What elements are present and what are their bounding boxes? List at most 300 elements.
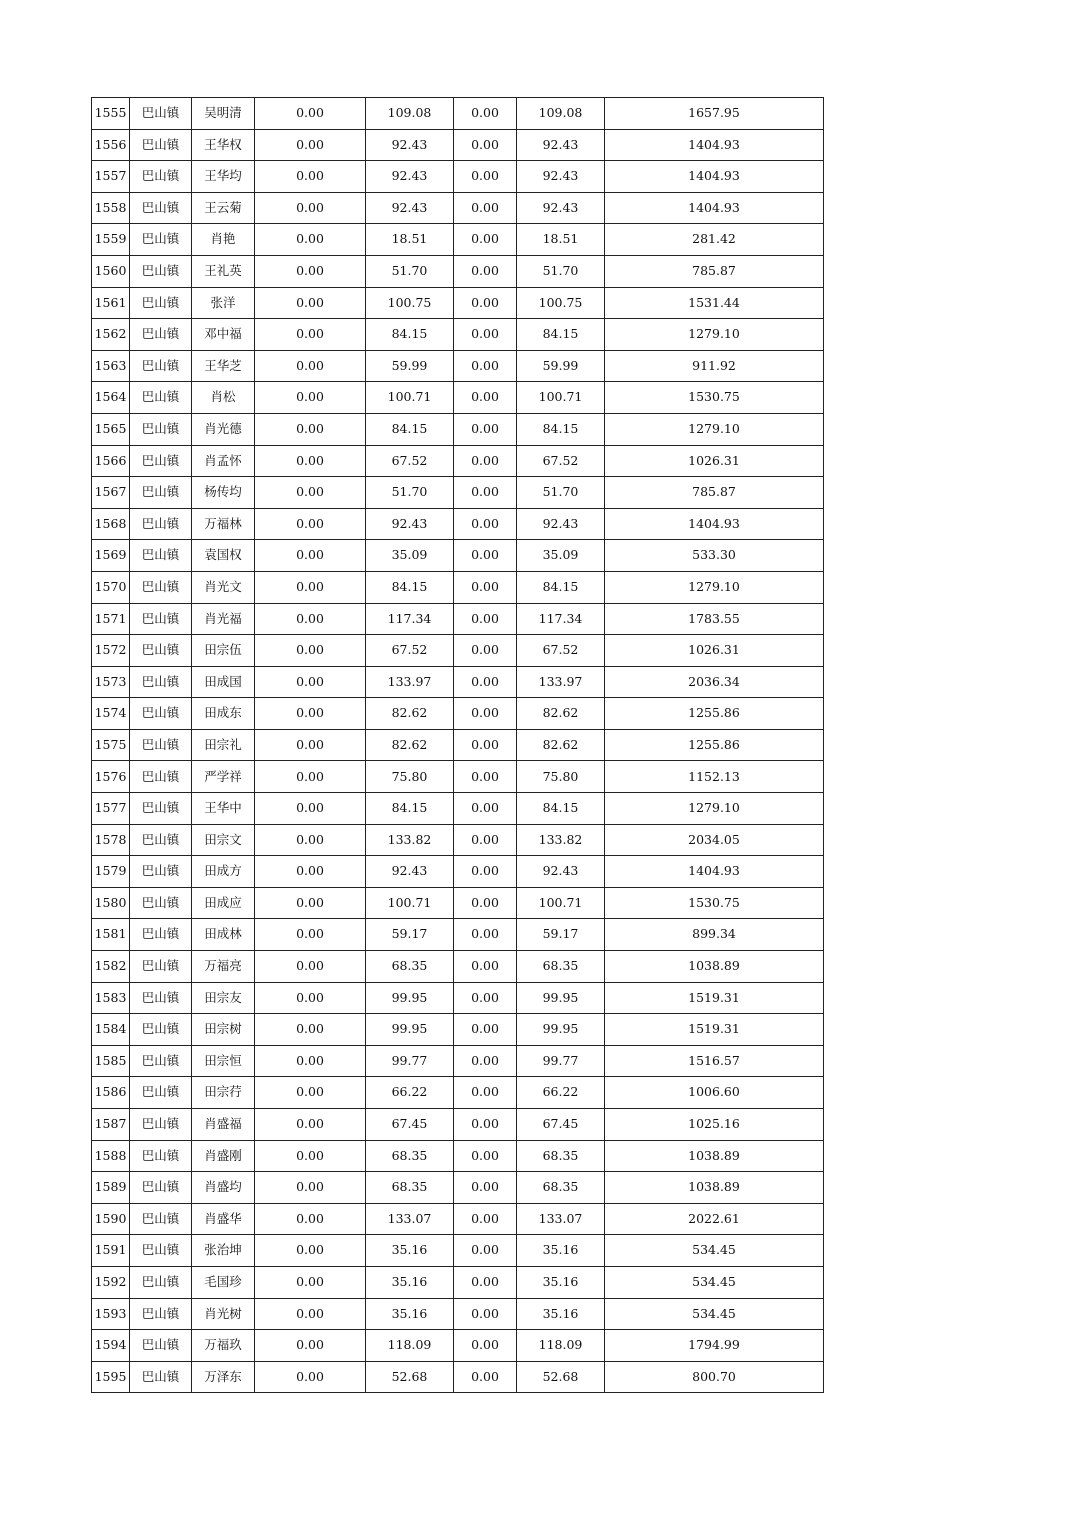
amount-b-cell: 99.95 <box>366 1014 454 1046</box>
amount-b-cell: 35.16 <box>366 1298 454 1330</box>
total-cell: 1025.16 <box>605 1109 824 1141</box>
total-cell: 1404.93 <box>605 129 824 161</box>
amount-c-cell: 0.00 <box>454 856 517 888</box>
amount-c-cell: 0.00 <box>454 635 517 667</box>
row-number-cell: 1592 <box>92 1266 130 1298</box>
amount-a-cell: 0.00 <box>255 1266 366 1298</box>
total-cell: 1783.55 <box>605 603 824 635</box>
table-row <box>92 1361 824 1393</box>
amount-d-cell: 75.80 <box>517 761 605 793</box>
amount-a-cell: 0.00 <box>255 413 366 445</box>
total-cell: 534.45 <box>605 1266 824 1298</box>
amount-d-cell: 133.07 <box>517 1203 605 1235</box>
table-row <box>92 1172 824 1204</box>
town-cell: 巴山镇 <box>130 635 192 667</box>
town-cell: 巴山镇 <box>130 571 192 603</box>
row-number-cell: 1559 <box>92 224 130 256</box>
name-cell: 田宗文 <box>192 824 255 856</box>
row-number-cell: 1582 <box>92 951 130 983</box>
total-cell: 1530.75 <box>605 382 824 414</box>
amount-c-cell: 0.00 <box>454 603 517 635</box>
row-number-cell: 1586 <box>92 1077 130 1109</box>
row-number-cell: 1564 <box>92 382 130 414</box>
town-cell: 巴山镇 <box>130 666 192 698</box>
amount-a-cell: 0.00 <box>255 666 366 698</box>
amount-a-cell: 0.00 <box>255 161 366 193</box>
town-cell: 巴山镇 <box>130 413 192 445</box>
row-number-cell: 1594 <box>92 1330 130 1362</box>
table-row <box>92 287 824 319</box>
row-number-cell: 1584 <box>92 1014 130 1046</box>
amount-c-cell: 0.00 <box>454 255 517 287</box>
amount-c-cell: 0.00 <box>454 919 517 951</box>
amount-c-cell: 0.00 <box>454 161 517 193</box>
amount-a-cell: 0.00 <box>255 698 366 730</box>
total-cell: 2022.61 <box>605 1203 824 1235</box>
amount-c-cell: 0.00 <box>454 287 517 319</box>
town-cell: 巴山镇 <box>130 729 192 761</box>
total-cell: 1519.31 <box>605 1014 824 1046</box>
row-number-cell: 1567 <box>92 477 130 509</box>
amount-c-cell: 0.00 <box>454 192 517 224</box>
row-number-cell: 1575 <box>92 729 130 761</box>
name-cell: 田宗礼 <box>192 729 255 761</box>
table-row <box>92 1045 824 1077</box>
row-number-cell: 1588 <box>92 1140 130 1172</box>
amount-b-cell: 92.43 <box>366 161 454 193</box>
town-cell: 巴山镇 <box>130 255 192 287</box>
name-cell: 张洋 <box>192 287 255 319</box>
amount-b-cell: 67.52 <box>366 445 454 477</box>
amount-c-cell: 0.00 <box>454 350 517 382</box>
row-number-cell: 1557 <box>92 161 130 193</box>
amount-a-cell: 0.00 <box>255 382 366 414</box>
row-number-cell: 1561 <box>92 287 130 319</box>
amount-a-cell: 0.00 <box>255 824 366 856</box>
amount-a-cell: 0.00 <box>255 319 366 351</box>
amount-d-cell: 99.95 <box>517 1014 605 1046</box>
amount-a-cell: 0.00 <box>255 445 366 477</box>
town-cell: 巴山镇 <box>130 319 192 351</box>
amount-b-cell: 92.43 <box>366 129 454 161</box>
table-row <box>92 982 824 1014</box>
amount-b-cell: 109.08 <box>366 98 454 130</box>
total-cell: 1255.86 <box>605 698 824 730</box>
amount-b-cell: 59.17 <box>366 919 454 951</box>
table-row <box>92 793 824 825</box>
amount-d-cell: 35.16 <box>517 1235 605 1267</box>
amount-d-cell: 68.35 <box>517 1172 605 1204</box>
amount-d-cell: 84.15 <box>517 413 605 445</box>
amount-b-cell: 100.75 <box>366 287 454 319</box>
amount-a-cell: 0.00 <box>255 477 366 509</box>
table-row <box>92 1140 824 1172</box>
amount-a-cell: 0.00 <box>255 1235 366 1267</box>
amount-d-cell: 35.16 <box>517 1298 605 1330</box>
amount-d-cell: 100.71 <box>517 887 605 919</box>
town-cell: 巴山镇 <box>130 603 192 635</box>
amount-c-cell: 0.00 <box>454 477 517 509</box>
total-cell: 1404.93 <box>605 508 824 540</box>
total-cell: 1516.57 <box>605 1045 824 1077</box>
amount-a-cell: 0.00 <box>255 287 366 319</box>
table-row <box>92 129 824 161</box>
row-number-cell: 1555 <box>92 98 130 130</box>
name-cell: 万福林 <box>192 508 255 540</box>
amount-a-cell: 0.00 <box>255 1109 366 1141</box>
amount-c-cell: 0.00 <box>454 1014 517 1046</box>
name-cell: 肖松 <box>192 382 255 414</box>
name-cell: 田成东 <box>192 698 255 730</box>
row-number-cell: 1569 <box>92 540 130 572</box>
amount-c-cell: 0.00 <box>454 666 517 698</box>
row-number-cell: 1580 <box>92 887 130 919</box>
amount-c-cell: 0.00 <box>454 698 517 730</box>
name-cell: 肖艳 <box>192 224 255 256</box>
total-cell: 1279.10 <box>605 319 824 351</box>
amount-b-cell: 84.15 <box>366 571 454 603</box>
amount-b-cell: 68.35 <box>366 1172 454 1204</box>
total-cell: 1530.75 <box>605 887 824 919</box>
table-row <box>92 666 824 698</box>
name-cell: 肖盛均 <box>192 1172 255 1204</box>
total-cell: 1279.10 <box>605 793 824 825</box>
table-row <box>92 698 824 730</box>
table-row <box>92 540 824 572</box>
amount-c-cell: 0.00 <box>454 1172 517 1204</box>
name-cell: 王华中 <box>192 793 255 825</box>
table-row <box>92 824 824 856</box>
total-cell: 534.45 <box>605 1298 824 1330</box>
table-row <box>92 413 824 445</box>
row-number-cell: 1593 <box>92 1298 130 1330</box>
total-cell: 1794.99 <box>605 1330 824 1362</box>
amount-a-cell: 0.00 <box>255 793 366 825</box>
amount-b-cell: 51.70 <box>366 255 454 287</box>
name-cell: 田成国 <box>192 666 255 698</box>
amount-d-cell: 118.09 <box>517 1330 605 1362</box>
amount-c-cell: 0.00 <box>454 413 517 445</box>
total-cell: 1404.93 <box>605 856 824 888</box>
row-number-cell: 1571 <box>92 603 130 635</box>
amount-b-cell: 92.43 <box>366 508 454 540</box>
total-cell: 1531.44 <box>605 287 824 319</box>
amount-a-cell: 0.00 <box>255 951 366 983</box>
table-row <box>92 224 824 256</box>
town-cell: 巴山镇 <box>130 1203 192 1235</box>
amount-c-cell: 0.00 <box>454 540 517 572</box>
amount-c-cell: 0.00 <box>454 129 517 161</box>
total-cell: 899.34 <box>605 919 824 951</box>
amount-b-cell: 66.22 <box>366 1077 454 1109</box>
amount-b-cell: 99.95 <box>366 982 454 1014</box>
town-cell: 巴山镇 <box>130 1330 192 1362</box>
amount-d-cell: 59.99 <box>517 350 605 382</box>
amount-c-cell: 0.00 <box>454 1203 517 1235</box>
amount-c-cell: 0.00 <box>454 224 517 256</box>
table-row <box>92 192 824 224</box>
amount-d-cell: 92.43 <box>517 161 605 193</box>
town-cell: 巴山镇 <box>130 824 192 856</box>
amount-a-cell: 0.00 <box>255 1014 366 1046</box>
row-number-cell: 1563 <box>92 350 130 382</box>
town-cell: 巴山镇 <box>130 508 192 540</box>
town-cell: 巴山镇 <box>130 445 192 477</box>
amount-b-cell: 67.45 <box>366 1109 454 1141</box>
amount-a-cell: 0.00 <box>255 1140 366 1172</box>
amount-a-cell: 0.00 <box>255 1298 366 1330</box>
amount-b-cell: 35.09 <box>366 540 454 572</box>
table-row <box>92 729 824 761</box>
amount-b-cell: 18.51 <box>366 224 454 256</box>
amount-a-cell: 0.00 <box>255 571 366 603</box>
data-table <box>91 97 824 1393</box>
amount-a-cell: 0.00 <box>255 224 366 256</box>
amount-a-cell: 0.00 <box>255 635 366 667</box>
amount-b-cell: 117.34 <box>366 603 454 635</box>
total-cell: 281.42 <box>605 224 824 256</box>
row-number-cell: 1577 <box>92 793 130 825</box>
row-number-cell: 1587 <box>92 1109 130 1141</box>
amount-a-cell: 0.00 <box>255 1361 366 1393</box>
name-cell: 毛国珍 <box>192 1266 255 1298</box>
name-cell: 田宗伍 <box>192 635 255 667</box>
amount-d-cell: 67.52 <box>517 635 605 667</box>
amount-b-cell: 133.97 <box>366 666 454 698</box>
town-cell: 巴山镇 <box>130 1361 192 1393</box>
town-cell: 巴山镇 <box>130 224 192 256</box>
amount-b-cell: 92.43 <box>366 856 454 888</box>
amount-c-cell: 0.00 <box>454 1140 517 1172</box>
table-row <box>92 887 824 919</box>
row-number-cell: 1583 <box>92 982 130 1014</box>
name-cell: 肖光树 <box>192 1298 255 1330</box>
amount-a-cell: 0.00 <box>255 1330 366 1362</box>
name-cell: 肖孟怀 <box>192 445 255 477</box>
amount-d-cell: 133.97 <box>517 666 605 698</box>
amount-a-cell: 0.00 <box>255 1203 366 1235</box>
row-number-cell: 1562 <box>92 319 130 351</box>
town-cell: 巴山镇 <box>130 951 192 983</box>
row-number-cell: 1556 <box>92 129 130 161</box>
town-cell: 巴山镇 <box>130 540 192 572</box>
amount-d-cell: 92.43 <box>517 192 605 224</box>
amount-d-cell: 51.70 <box>517 255 605 287</box>
amount-b-cell: 133.07 <box>366 1203 454 1235</box>
row-number-cell: 1570 <box>92 571 130 603</box>
amount-c-cell: 0.00 <box>454 1109 517 1141</box>
row-number-cell: 1568 <box>92 508 130 540</box>
amount-c-cell: 0.00 <box>454 1235 517 1267</box>
amount-c-cell: 0.00 <box>454 1298 517 1330</box>
name-cell: 田宗恒 <box>192 1045 255 1077</box>
table-row <box>92 1077 824 1109</box>
row-number-cell: 1566 <box>92 445 130 477</box>
amount-c-cell: 0.00 <box>454 1077 517 1109</box>
amount-d-cell: 35.09 <box>517 540 605 572</box>
amount-b-cell: 67.52 <box>366 635 454 667</box>
amount-d-cell: 66.22 <box>517 1077 605 1109</box>
town-cell: 巴山镇 <box>130 287 192 319</box>
name-cell: 田宗荇 <box>192 1077 255 1109</box>
total-cell: 2034.05 <box>605 824 824 856</box>
town-cell: 巴山镇 <box>130 698 192 730</box>
amount-a-cell: 0.00 <box>255 1045 366 1077</box>
amount-d-cell: 84.15 <box>517 571 605 603</box>
amount-a-cell: 0.00 <box>255 856 366 888</box>
total-cell: 1006.60 <box>605 1077 824 1109</box>
total-cell: 785.87 <box>605 477 824 509</box>
amount-a-cell: 0.00 <box>255 603 366 635</box>
amount-a-cell: 0.00 <box>255 98 366 130</box>
amount-b-cell: 82.62 <box>366 729 454 761</box>
total-cell: 1038.89 <box>605 1172 824 1204</box>
table-row <box>92 1330 824 1362</box>
amount-d-cell: 35.16 <box>517 1266 605 1298</box>
name-cell: 肖光德 <box>192 413 255 445</box>
amount-d-cell: 92.43 <box>517 508 605 540</box>
amount-b-cell: 99.77 <box>366 1045 454 1077</box>
name-cell: 万泽东 <box>192 1361 255 1393</box>
amount-d-cell: 99.77 <box>517 1045 605 1077</box>
amount-c-cell: 0.00 <box>454 887 517 919</box>
amount-c-cell: 0.00 <box>454 793 517 825</box>
name-cell: 袁国权 <box>192 540 255 572</box>
amount-a-cell: 0.00 <box>255 540 366 572</box>
town-cell: 巴山镇 <box>130 1172 192 1204</box>
town-cell: 巴山镇 <box>130 1077 192 1109</box>
name-cell: 万福玖 <box>192 1330 255 1362</box>
amount-c-cell: 0.00 <box>454 1361 517 1393</box>
total-cell: 1255.86 <box>605 729 824 761</box>
amount-b-cell: 84.15 <box>366 319 454 351</box>
amount-b-cell: 100.71 <box>366 887 454 919</box>
town-cell: 巴山镇 <box>130 1045 192 1077</box>
table-row <box>92 1203 824 1235</box>
total-cell: 534.45 <box>605 1235 824 1267</box>
amount-d-cell: 84.15 <box>517 319 605 351</box>
total-cell: 1657.95 <box>605 98 824 130</box>
amount-c-cell: 0.00 <box>454 98 517 130</box>
amount-a-cell: 0.00 <box>255 508 366 540</box>
row-number-cell: 1574 <box>92 698 130 730</box>
name-cell: 田成林 <box>192 919 255 951</box>
row-number-cell: 1585 <box>92 1045 130 1077</box>
row-number-cell: 1590 <box>92 1203 130 1235</box>
table-row <box>92 445 824 477</box>
town-cell: 巴山镇 <box>130 1298 192 1330</box>
name-cell: 肖光文 <box>192 571 255 603</box>
table-row <box>92 1235 824 1267</box>
row-number-cell: 1578 <box>92 824 130 856</box>
amount-b-cell: 59.99 <box>366 350 454 382</box>
table-row <box>92 856 824 888</box>
total-cell: 1026.31 <box>605 445 824 477</box>
amount-d-cell: 92.43 <box>517 129 605 161</box>
amount-d-cell: 82.62 <box>517 729 605 761</box>
amount-a-cell: 0.00 <box>255 192 366 224</box>
amount-b-cell: 133.82 <box>366 824 454 856</box>
name-cell: 杨传均 <box>192 477 255 509</box>
town-cell: 巴山镇 <box>130 856 192 888</box>
amount-c-cell: 0.00 <box>454 982 517 1014</box>
amount-c-cell: 0.00 <box>454 319 517 351</box>
name-cell: 田宗友 <box>192 982 255 1014</box>
amount-a-cell: 0.00 <box>255 982 366 1014</box>
table-row <box>92 761 824 793</box>
row-number-cell: 1576 <box>92 761 130 793</box>
total-cell: 1038.89 <box>605 951 824 983</box>
table-row <box>92 951 824 983</box>
amount-d-cell: 68.35 <box>517 951 605 983</box>
amount-d-cell: 117.34 <box>517 603 605 635</box>
amount-c-cell: 0.00 <box>454 382 517 414</box>
town-cell: 巴山镇 <box>130 129 192 161</box>
town-cell: 巴山镇 <box>130 1140 192 1172</box>
total-cell: 533.30 <box>605 540 824 572</box>
town-cell: 巴山镇 <box>130 98 192 130</box>
table-row <box>92 382 824 414</box>
total-cell: 785.87 <box>605 255 824 287</box>
amount-d-cell: 100.71 <box>517 382 605 414</box>
table-row <box>92 98 824 130</box>
row-number-cell: 1589 <box>92 1172 130 1204</box>
table-row <box>92 1266 824 1298</box>
row-number-cell: 1591 <box>92 1235 130 1267</box>
amount-c-cell: 0.00 <box>454 571 517 603</box>
amount-d-cell: 82.62 <box>517 698 605 730</box>
amount-c-cell: 0.00 <box>454 1266 517 1298</box>
amount-c-cell: 0.00 <box>454 1330 517 1362</box>
amount-a-cell: 0.00 <box>255 255 366 287</box>
table-row <box>92 1298 824 1330</box>
table-row <box>92 1014 824 1046</box>
total-cell: 1404.93 <box>605 161 824 193</box>
amount-a-cell: 0.00 <box>255 761 366 793</box>
name-cell: 田宗树 <box>192 1014 255 1046</box>
amount-d-cell: 51.70 <box>517 477 605 509</box>
amount-c-cell: 0.00 <box>454 1045 517 1077</box>
total-cell: 1152.13 <box>605 761 824 793</box>
amount-c-cell: 0.00 <box>454 508 517 540</box>
amount-b-cell: 84.15 <box>366 413 454 445</box>
name-cell: 万福亮 <box>192 951 255 983</box>
row-number-cell: 1558 <box>92 192 130 224</box>
amount-c-cell: 0.00 <box>454 824 517 856</box>
amount-b-cell: 68.35 <box>366 951 454 983</box>
amount-d-cell: 99.95 <box>517 982 605 1014</box>
amount-d-cell: 52.68 <box>517 1361 605 1393</box>
table-row <box>92 350 824 382</box>
amount-a-cell: 0.00 <box>255 1172 366 1204</box>
name-cell: 肖盛福 <box>192 1109 255 1141</box>
name-cell: 王华芝 <box>192 350 255 382</box>
name-cell: 邓中福 <box>192 319 255 351</box>
name-cell: 王云菊 <box>192 192 255 224</box>
amount-d-cell: 67.45 <box>517 1109 605 1141</box>
town-cell: 巴山镇 <box>130 982 192 1014</box>
total-cell: 1026.31 <box>605 635 824 667</box>
total-cell: 1404.93 <box>605 192 824 224</box>
amount-a-cell: 0.00 <box>255 887 366 919</box>
amount-b-cell: 82.62 <box>366 698 454 730</box>
table-row <box>92 319 824 351</box>
table-row <box>92 255 824 287</box>
total-cell: 800.70 <box>605 1361 824 1393</box>
total-cell: 1519.31 <box>605 982 824 1014</box>
table-row <box>92 603 824 635</box>
town-cell: 巴山镇 <box>130 1235 192 1267</box>
